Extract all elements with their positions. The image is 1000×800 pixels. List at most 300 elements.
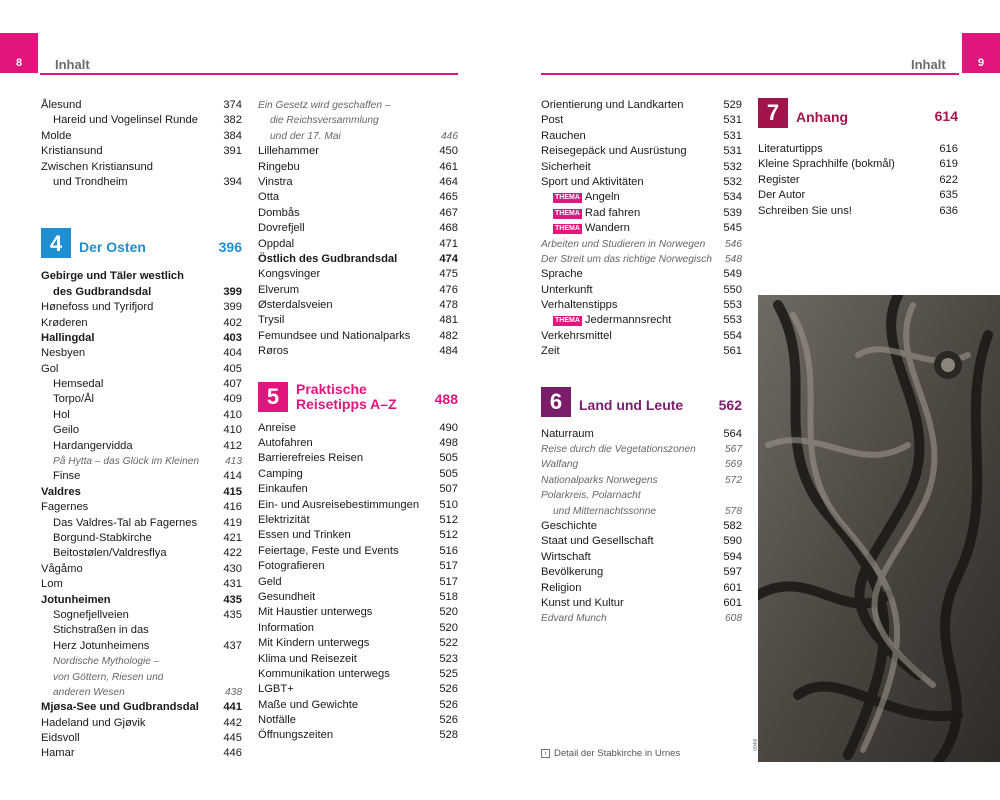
toc-entry-page: 534 [723, 191, 742, 204]
toc-entry[interactable] [541, 175, 742, 190]
toc-entry-title: Öffnungszeiten [258, 729, 334, 742]
page-number-left: 8 [0, 33, 38, 73]
toc-list [258, 98, 458, 360]
toc-entry-page: 442 [223, 716, 242, 729]
toc-entry-page: 404 [223, 347, 242, 360]
toc-entry-title: Kongsvinger [258, 268, 321, 281]
toc-entry-title: Geschichte [541, 519, 597, 532]
toc-entry[interactable] [541, 442, 742, 457]
chapter-page: 488 [434, 390, 458, 407]
toc-entry[interactable] [541, 550, 742, 565]
toc-entry[interactable] [541, 596, 742, 611]
toc-entry[interactable] [41, 113, 242, 128]
toc-entry-page: 528 [439, 729, 458, 742]
toc-entry-title: LGBT+ [258, 683, 294, 696]
toc-entry[interactable] [541, 519, 742, 534]
toc-entry[interactable] [258, 436, 458, 451]
toc-entry-title: Krøderen [41, 316, 88, 329]
toc-entry-page: 601 [723, 596, 742, 609]
toc-entry-title: Hamar [41, 747, 75, 760]
toc-entry-title: Dombås [258, 206, 300, 219]
toc-entry-title: Finse [53, 470, 81, 483]
toc-entry[interactable] [258, 298, 458, 313]
toc-entry-page: 526 [439, 683, 458, 696]
toc-entry-title: Polarkreis, Polarnacht [541, 490, 641, 502]
toc-entry-page: 553 [723, 299, 742, 312]
toc-entry[interactable] [258, 575, 458, 590]
toc-entry[interactable] [41, 454, 242, 469]
toc-entry-title: Oppdal [258, 237, 295, 250]
toc-entry-page: 478 [439, 299, 458, 312]
toc-entry-title: und Trondheim [53, 175, 128, 188]
toc-entry-page: 578 [725, 505, 742, 517]
chapter-title-line-1: Praktische [296, 380, 367, 397]
toc-entry[interactable] [258, 498, 458, 513]
toc-entry-page: 405 [223, 362, 242, 375]
toc-entry-title: Fotografieren [258, 560, 325, 573]
toc-entry[interactable] [258, 467, 458, 482]
toc-entry-page: 550 [723, 283, 742, 296]
toc-entry-title: Gesundheit [258, 590, 316, 603]
toc-entry-page: 520 [439, 606, 458, 619]
toc-entry-title: Register [758, 173, 800, 186]
toc-entry-page: 518 [439, 590, 458, 603]
toc-entry-title: Zeit [541, 345, 560, 358]
toc-entry-page: 505 [439, 467, 458, 480]
toc-entry-title: Arbeiten und Studieren in Norwegen [541, 238, 706, 250]
toc-entry[interactable] [41, 300, 242, 315]
toc-entry[interactable] [41, 516, 242, 531]
toc-entry-page: 384 [223, 129, 242, 142]
toc-entry-title: Torpo/Ål [53, 393, 95, 406]
toc-entry-page: 450 [439, 145, 458, 158]
toc-entry[interactable] [541, 298, 742, 313]
toc-entry-page: 465 [439, 191, 458, 204]
toc-entry-title: von Göttern, Riesen und [53, 671, 164, 683]
chapter-title-line-2: Reisetipps A–Z [296, 395, 397, 412]
toc-column-3 [541, 98, 742, 627]
toc-entry[interactable] [258, 252, 458, 267]
toc-entry[interactable] [41, 331, 242, 346]
toc-entry[interactable] [258, 175, 458, 190]
toc-entry-title: Religion [541, 581, 582, 594]
toc-entry-page: 382 [223, 114, 242, 127]
toc-entry-page: 446 [223, 747, 242, 760]
toc-entry[interactable] [258, 482, 458, 497]
chapter-title: Land und Leute [579, 397, 684, 414]
toc-entry[interactable] [41, 670, 242, 685]
photo-credit: 004lll [752, 739, 759, 751]
toc-entry-title: anderen Wesen [53, 686, 125, 698]
toc-entry-page: 622 [939, 173, 958, 186]
toc-entry-page: 532 [723, 160, 742, 173]
toc-entry-title: Ein- und Ausreisebestimmungen [258, 498, 420, 511]
toc-entry[interactable] [541, 237, 742, 252]
toc-entry[interactable] [41, 700, 242, 715]
toc-entry[interactable] [41, 593, 242, 608]
toc-entry-title: Sport und Aktivitäten [541, 175, 644, 188]
toc-entry[interactable] [541, 160, 742, 175]
toc-entry-title: Borgund-Stabkirche [53, 531, 152, 544]
toc-entry-title: Molde [41, 129, 72, 142]
toc-entry[interactable] [258, 421, 458, 436]
toc-entry[interactable] [258, 590, 458, 605]
toc-entry-title: Nesbyen [41, 347, 86, 360]
toc-entry[interactable] [258, 605, 458, 620]
toc-entry-title: Kunst und Kultur [541, 596, 624, 609]
chapter-number-badge: 5 [258, 382, 288, 412]
toc-entry[interactable] [541, 427, 742, 442]
toc-entry-page: 481 [439, 314, 458, 327]
toc-entry-title: Hønefoss und Tyrifjord [41, 301, 154, 314]
toc-entry-page: 523 [439, 652, 458, 665]
chapter-6-heading[interactable] [541, 387, 742, 417]
toc-entry-page: 475 [439, 268, 458, 281]
toc-list [41, 98, 242, 190]
toc-entry-title: Verkehrsmittel [541, 329, 612, 342]
toc-entry[interactable] [41, 269, 242, 284]
toc-entry-title: Nationalparks Norwegens [541, 474, 658, 486]
toc-entry-page: 399 [223, 301, 242, 314]
toc-entry-title: Camping [258, 467, 303, 480]
toc-list [758, 142, 958, 219]
toc-entry-title: Kommunikation unterwegs [258, 667, 390, 680]
toc-entry-page: 531 [723, 145, 742, 158]
toc-entry[interactable] [41, 716, 242, 731]
toc-entry[interactable] [258, 144, 458, 159]
toc-entry-title: Walfang [541, 459, 579, 471]
toc-entry[interactable] [541, 129, 742, 144]
toc-entry-page: 415 [223, 485, 242, 498]
chapter-4-heading[interactable] [41, 228, 242, 258]
toc-entry-title: THEMA Wandern [555, 222, 630, 235]
toc-column-4 [758, 98, 958, 219]
toc-entry-title: Reise durch die Vegetationszonen [541, 444, 696, 456]
toc-entry-title: Mit Kindern unterwegs [258, 637, 370, 650]
toc-entry-title: und der 17. Mai [270, 130, 341, 142]
toc-entry-page: 468 [439, 222, 458, 235]
stave-church-carving-photo [758, 295, 1000, 762]
toc-entry[interactable] [41, 144, 242, 159]
toc-entry-page: 531 [723, 129, 742, 142]
toc-entry[interactable] [41, 285, 242, 300]
toc-entry-title: Fagernes [41, 501, 89, 514]
toc-entry-page: 564 [723, 427, 742, 440]
page-title-right: Inhalt [911, 57, 946, 72]
toc-entry[interactable] [41, 577, 242, 592]
toc-entry-title: Literaturtipps [758, 143, 823, 155]
toc-entry[interactable] [541, 581, 742, 596]
toc-entry[interactable] [41, 98, 242, 113]
toc-entry[interactable] [258, 267, 458, 282]
toc-entry[interactable] [258, 528, 458, 543]
arrow-right-icon: › [541, 749, 550, 758]
toc-entry-title: Anreise [258, 421, 296, 434]
toc-entry-page: 572 [725, 474, 742, 486]
toc-entry-page: 554 [723, 329, 742, 342]
toc-entry-title: Herz Jotunheimens [53, 639, 150, 652]
toc-entry-page: 549 [723, 268, 742, 281]
toc-entry-title: Der Autor [758, 189, 806, 202]
chapter-number-badge: 4 [41, 228, 71, 258]
toc-entry[interactable] [258, 698, 458, 713]
toc-entry[interactable] [541, 488, 742, 503]
toc-entry[interactable] [41, 654, 242, 669]
toc-entry-title: Mjøsa-See und Gudbrandsdal [41, 701, 199, 714]
toc-entry[interactable] [41, 531, 242, 546]
toc-entry[interactable] [258, 113, 458, 128]
toc-entry-title: Vinstra [258, 175, 293, 188]
toc-entry-page: 464 [439, 175, 458, 188]
toc-entry-page: 545 [723, 222, 742, 235]
toc-entry-title: Lillehammer [258, 145, 319, 158]
toc-entry[interactable] [41, 685, 242, 700]
toc-entry[interactable] [541, 457, 742, 472]
toc-entry-title: Kristiansund [41, 145, 103, 158]
toc-entry[interactable] [541, 534, 742, 549]
toc-entry[interactable] [758, 142, 958, 157]
toc-entry-page: 498 [439, 437, 458, 450]
chapter-number-badge: 7 [758, 98, 788, 128]
toc-entry[interactable] [258, 98, 458, 113]
toc-entry-page: 619 [939, 158, 958, 171]
toc-entry-page: 526 [439, 698, 458, 711]
toc-entry-title: Gebirge und Täler westlich [41, 270, 184, 283]
toc-entry-page: 517 [439, 560, 458, 573]
toc-entry-page: 505 [439, 452, 458, 465]
toc-entry-page: 522 [439, 637, 458, 650]
toc-entry-title: Dovrefjell [258, 222, 305, 235]
toc-entry-page: 412 [223, 439, 242, 452]
toc-list [258, 421, 458, 744]
toc-entry-page: 445 [223, 732, 242, 745]
toc-entry[interactable] [541, 565, 742, 580]
chapter-number-badge: 6 [541, 387, 571, 417]
toc-entry[interactable] [258, 344, 458, 359]
toc-entry-title: Mit Haustier unterwegs [258, 606, 373, 619]
toc-entry[interactable] [41, 746, 242, 761]
toc-entry[interactable] [258, 652, 458, 667]
header-rule-right [541, 73, 959, 75]
thema-badge: THEMA [555, 194, 580, 202]
toc-entry[interactable] [41, 175, 242, 190]
toc-entry-page: 597 [723, 566, 742, 579]
toc-entry-page: 507 [439, 483, 458, 496]
toc-entry[interactable] [41, 639, 242, 654]
toc-entry[interactable] [541, 473, 742, 488]
toc-entry-title: Notfälle [258, 714, 296, 727]
toc-entry[interactable] [258, 621, 458, 636]
chapter-title: Anhang [796, 108, 849, 125]
toc-entry-title: Edvard Munch [541, 613, 607, 625]
toc-entry[interactable] [41, 129, 242, 144]
toc-entry[interactable] [258, 682, 458, 697]
toc-entry[interactable] [758, 157, 958, 172]
chapter-5-heading[interactable] [258, 382, 458, 412]
toc-entry[interactable] [41, 731, 242, 746]
toc-entry-title: Ein Gesetz wird geschaffen – [258, 100, 391, 111]
toc-entry[interactable] [541, 190, 742, 205]
toc-entry[interactable] [258, 221, 458, 236]
toc-entry-page: 391 [223, 145, 242, 158]
toc-entry-title: Schreiben Sie uns! [758, 204, 852, 217]
toc-entry-title: Hadeland und Gjøvik [41, 716, 146, 729]
toc-entry-title: Vågåmo [41, 562, 83, 575]
toc-entry-title: des Gudbrandsdal [53, 285, 152, 298]
toc-entry[interactable] [758, 204, 958, 219]
toc-entry[interactable] [758, 188, 958, 203]
toc-entry[interactable] [41, 546, 242, 561]
toc-entry-page: 590 [723, 535, 742, 548]
toc-entry-page: 409 [223, 393, 242, 406]
toc-entry[interactable] [541, 283, 742, 298]
toc-entry-page: 474 [439, 252, 458, 265]
toc-entry-page: 416 [223, 501, 242, 514]
toc-entry[interactable] [41, 608, 242, 623]
toc-entry[interactable] [258, 513, 458, 528]
toc-entry-title: Østerdalsveien [258, 299, 333, 312]
toc-entry[interactable] [541, 98, 742, 113]
toc-entry-title: Geld [258, 575, 282, 588]
toc-entry[interactable] [258, 237, 458, 252]
toc-entry-page: 561 [723, 345, 742, 358]
toc-entry-page: 601 [723, 581, 742, 594]
toc-entry[interactable] [258, 559, 458, 574]
toc-entry[interactable] [258, 160, 458, 175]
toc-entry[interactable] [41, 408, 242, 423]
toc-entry-page: 567 [725, 444, 742, 456]
toc-entry-title: På Hytta – das Glück im Kleinen [53, 456, 200, 468]
toc-entry-page: 582 [723, 519, 742, 532]
toc-entry-page: 482 [439, 329, 458, 342]
toc-entry[interactable] [541, 267, 742, 282]
toc-entry[interactable] [41, 562, 242, 577]
toc-entry-page: 438 [225, 686, 242, 698]
toc-entry-title: Feiertage, Feste und Events [258, 544, 399, 557]
toc-entry[interactable] [41, 423, 242, 438]
toc-entry[interactable] [41, 500, 242, 515]
toc-entry[interactable] [758, 173, 958, 188]
toc-entry-title: Maße und Gewichte [258, 698, 359, 711]
toc-entry-title: Jotunheimen [41, 593, 111, 606]
toc-entry-title: Zwischen Kristiansund [41, 160, 153, 173]
toc-entry[interactable] [41, 377, 242, 392]
toc-entry-page: 484 [439, 345, 458, 358]
toc-entry-title: Hallingdal [41, 331, 95, 344]
chapter-page: 396 [218, 238, 242, 255]
toc-entry-title: Naturraum [541, 427, 594, 440]
toc-entry[interactable] [258, 667, 458, 682]
toc-entry-title: Ålesund [41, 99, 82, 111]
toc-list [41, 269, 242, 762]
toc-entry-page: 569 [725, 459, 742, 471]
toc-entry[interactable] [541, 329, 742, 344]
toc-entry[interactable] [541, 252, 742, 267]
toc-entry-title: Hareid und Vogelinsel Runde [53, 114, 198, 127]
toc-entry-title: Sicherheit [541, 160, 591, 173]
toc-entry[interactable] [541, 113, 742, 128]
toc-entry[interactable] [41, 485, 242, 500]
toc-entry[interactable] [541, 206, 742, 221]
toc-entry-title: die Reichsversammlung [270, 115, 379, 127]
toc-entry-title: THEMA Angeln [555, 191, 620, 204]
toc-entry-title: Bevölkerung [541, 566, 604, 579]
toc-entry[interactable] [41, 392, 242, 407]
photo-caption-text: Detail der Stabkirche in Urnes [554, 748, 681, 759]
toc-entry[interactable] [258, 283, 458, 298]
toc-entry-page: 446 [441, 130, 458, 142]
toc-entry[interactable] [258, 313, 458, 328]
toc-entry[interactable] [541, 313, 742, 328]
toc-entry-page: 471 [439, 237, 458, 250]
toc-entry[interactable] [258, 129, 458, 144]
chapter-7-heading[interactable] [758, 98, 958, 128]
toc-entry[interactable] [41, 316, 242, 331]
toc-entry-page: 548 [725, 253, 742, 265]
toc-entry-title: Einkaufen [258, 483, 308, 496]
toc-entry[interactable] [41, 346, 242, 361]
toc-entry-title: Beitostølen/Valdresflya [53, 547, 167, 560]
toc-entry[interactable] [541, 221, 742, 236]
toc-entry[interactable] [258, 451, 458, 466]
toc-entry-title: Staat und Gesellschaft [541, 535, 654, 548]
toc-entry-page: 594 [723, 550, 742, 563]
toc-entry[interactable] [258, 329, 458, 344]
toc-entry-title: Reisegepäck und Ausrüstung [541, 145, 687, 158]
toc-entry[interactable] [258, 713, 458, 728]
toc-list [541, 98, 742, 360]
toc-entry[interactable] [41, 362, 242, 377]
toc-entry-page: 410 [223, 408, 242, 421]
toc-entry-page: 399 [223, 285, 242, 298]
toc-entry-page: 467 [439, 206, 458, 219]
toc-entry[interactable] [258, 728, 458, 743]
toc-entry-title: Hemsedal [53, 378, 104, 391]
toc-entry-page: 419 [223, 516, 242, 529]
toc-entry-page: 510 [439, 498, 458, 511]
toc-entry[interactable] [541, 344, 742, 359]
toc-entry-title: Information [258, 621, 314, 634]
toc-entry-page: 531 [723, 114, 742, 127]
thema-badge: THEMA [555, 317, 580, 325]
toc-entry-page: 402 [223, 316, 242, 329]
toc-entry[interactable] [541, 611, 742, 626]
toc-entry-page: 430 [223, 562, 242, 575]
toc-entry[interactable] [258, 544, 458, 559]
toc-column-2 [258, 98, 458, 744]
toc-entry-page: 374 [223, 99, 242, 111]
toc-entry-page: 435 [223, 593, 242, 606]
toc-entry[interactable] [541, 144, 742, 159]
toc-entry-page: 553 [723, 314, 742, 327]
toc-entry-page: 421 [223, 531, 242, 544]
toc-entry-page: 517 [439, 575, 458, 588]
toc-entry-page: 410 [223, 424, 242, 437]
toc-entry[interactable] [41, 469, 242, 484]
toc-entry[interactable] [541, 504, 742, 519]
toc-entry[interactable] [41, 160, 242, 175]
toc-entry-title: Geilo [53, 424, 80, 437]
toc-entry[interactable] [258, 190, 458, 205]
toc-entry-title: Gol [41, 362, 59, 375]
toc-entry-title: und Mitternachtssonne [553, 505, 657, 517]
toc-entry[interactable] [41, 439, 242, 454]
toc-entry[interactable] [258, 636, 458, 651]
toc-entry[interactable] [258, 206, 458, 221]
toc-entry[interactable] [41, 623, 242, 638]
chapter-page: 562 [718, 396, 742, 413]
toc-entry-title: Kleine Sprachhilfe (bokmål) [758, 158, 895, 171]
